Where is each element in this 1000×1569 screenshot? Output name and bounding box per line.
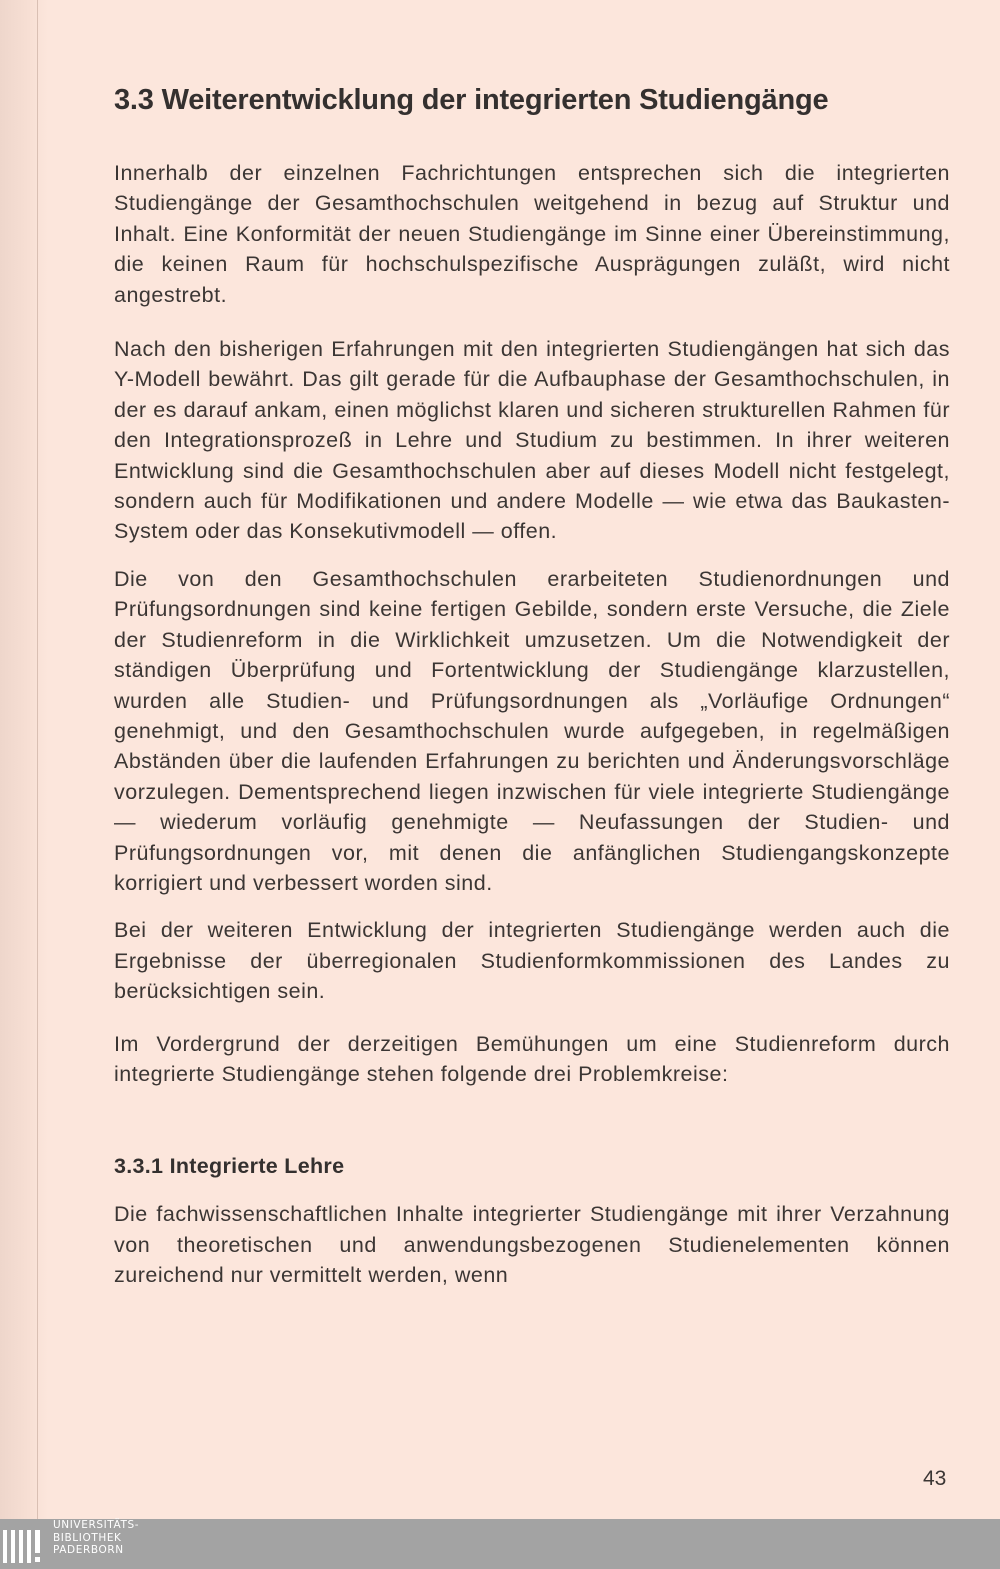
library-logo-text [53, 1519, 139, 1557]
library-footer-bar [0, 1519, 1000, 1569]
subsection-paragraph: Die fachwissenschaftlichen Inhalte integrierter Studiengänge mit ihrer Verzahnung von theoretischen und anwendungsbezogenen Studienelementen können zureichend nur vermittelt werden, wenn [114, 1202, 950, 1288]
paragraph-1: Innerhalb der einzelnen Fachrichtungen entsprechen sich die integrierten Studiengänge der Gesamthochschulen weitgehend in bezug auf Struktur und Inhalt. Eine Konformität der neuen Studiengänge im Sinne einer Übereinstimmung, die keinen Raum für hochschulspezifische Ausprägungen zuläßt, wird nicht angestrebt. [114, 161, 950, 307]
logo-line-3: PADERBORN [53, 1544, 124, 1556]
library-logo-icon [2, 1524, 46, 1566]
page-gutter-shadow [0, 0, 48, 1519]
section-heading: 3.3 Weiterentwicklung der integrierten Studiengänge [114, 84, 829, 116]
paragraph-3: Die von den Gesamthochschulen erarbeiteten Studienordnungen und Prüfungsordnungen sind keine fertigen Gebilde, sondern erste Versuche, die Ziele der Studienreform in die Wirklichkeit umzusetzen. Um die Notwendigkeit der ständigen Überprüfung und Fortentwicklung der Studiengänge klarzustellen, wurden alle Studien- und Prüfungsordnungen als „Vorläufige Ordnungen“ genehmigt, und den Gesamthochschulen wurde aufgegeben, in regelmäßigen Abständen über die laufenden Erfahrungen zu berichten und Änderungsvorschläge vorzulegen. Dementsprechend liegen inzwischen für viele integrierte Studiengänge — wiederum vorläufig genehmigte — Neufassungen der Studien- und Prüfungsordnungen vor, mit denen die anfänglichen Studiengangskonzepte korrigiert und verbessert worden sind. [114, 566, 950, 895]
page-number: 43 [923, 1467, 947, 1490]
page-edge-line [37, 0, 38, 1519]
logo-line-1: UNIVERSITÄTS- [53, 1519, 140, 1531]
subsection-heading: 3.3.1 Integrierte Lehre [114, 1154, 345, 1179]
paragraph-5: Im Vordergrund der derzeitigen Bemühungen um eine Studienreform durch integrierte Studiengänge stehen folgende drei Problemkreise: [114, 1031, 950, 1086]
paragraph-2: Nach den bisherigen Erfahrungen mit den integrierten Studiengängen hat sich das Y-Modell bewährt. Das gilt gerade für die Aufbauphase der Gesamthochschulen, in der es darauf ankam, einen möglichst klaren und sicheren strukturellen Rahmen für den Integrationsprozeß in Lehre und Studium zu bestimmen. In ihrer weiteren Entwicklung sind die Gesamthochschulen aber auf dieses Modell nicht festgelegt, sondern auch für Modifikationen und andere Modelle — wie etwa das Baukasten-System oder das Konsekutivmodell — offen. [114, 337, 950, 544]
logo-line-2: BIBLIOTHEK [53, 1531, 122, 1544]
paragraph-4: Bei der weiteren Entwicklung der integrierten Studiengänge werden auch die Ergebnisse der überregionalen Studienformkommissionen des Landes zu berücksichtigen sein. [114, 918, 950, 1004]
page-content [114, 82, 950, 1291]
